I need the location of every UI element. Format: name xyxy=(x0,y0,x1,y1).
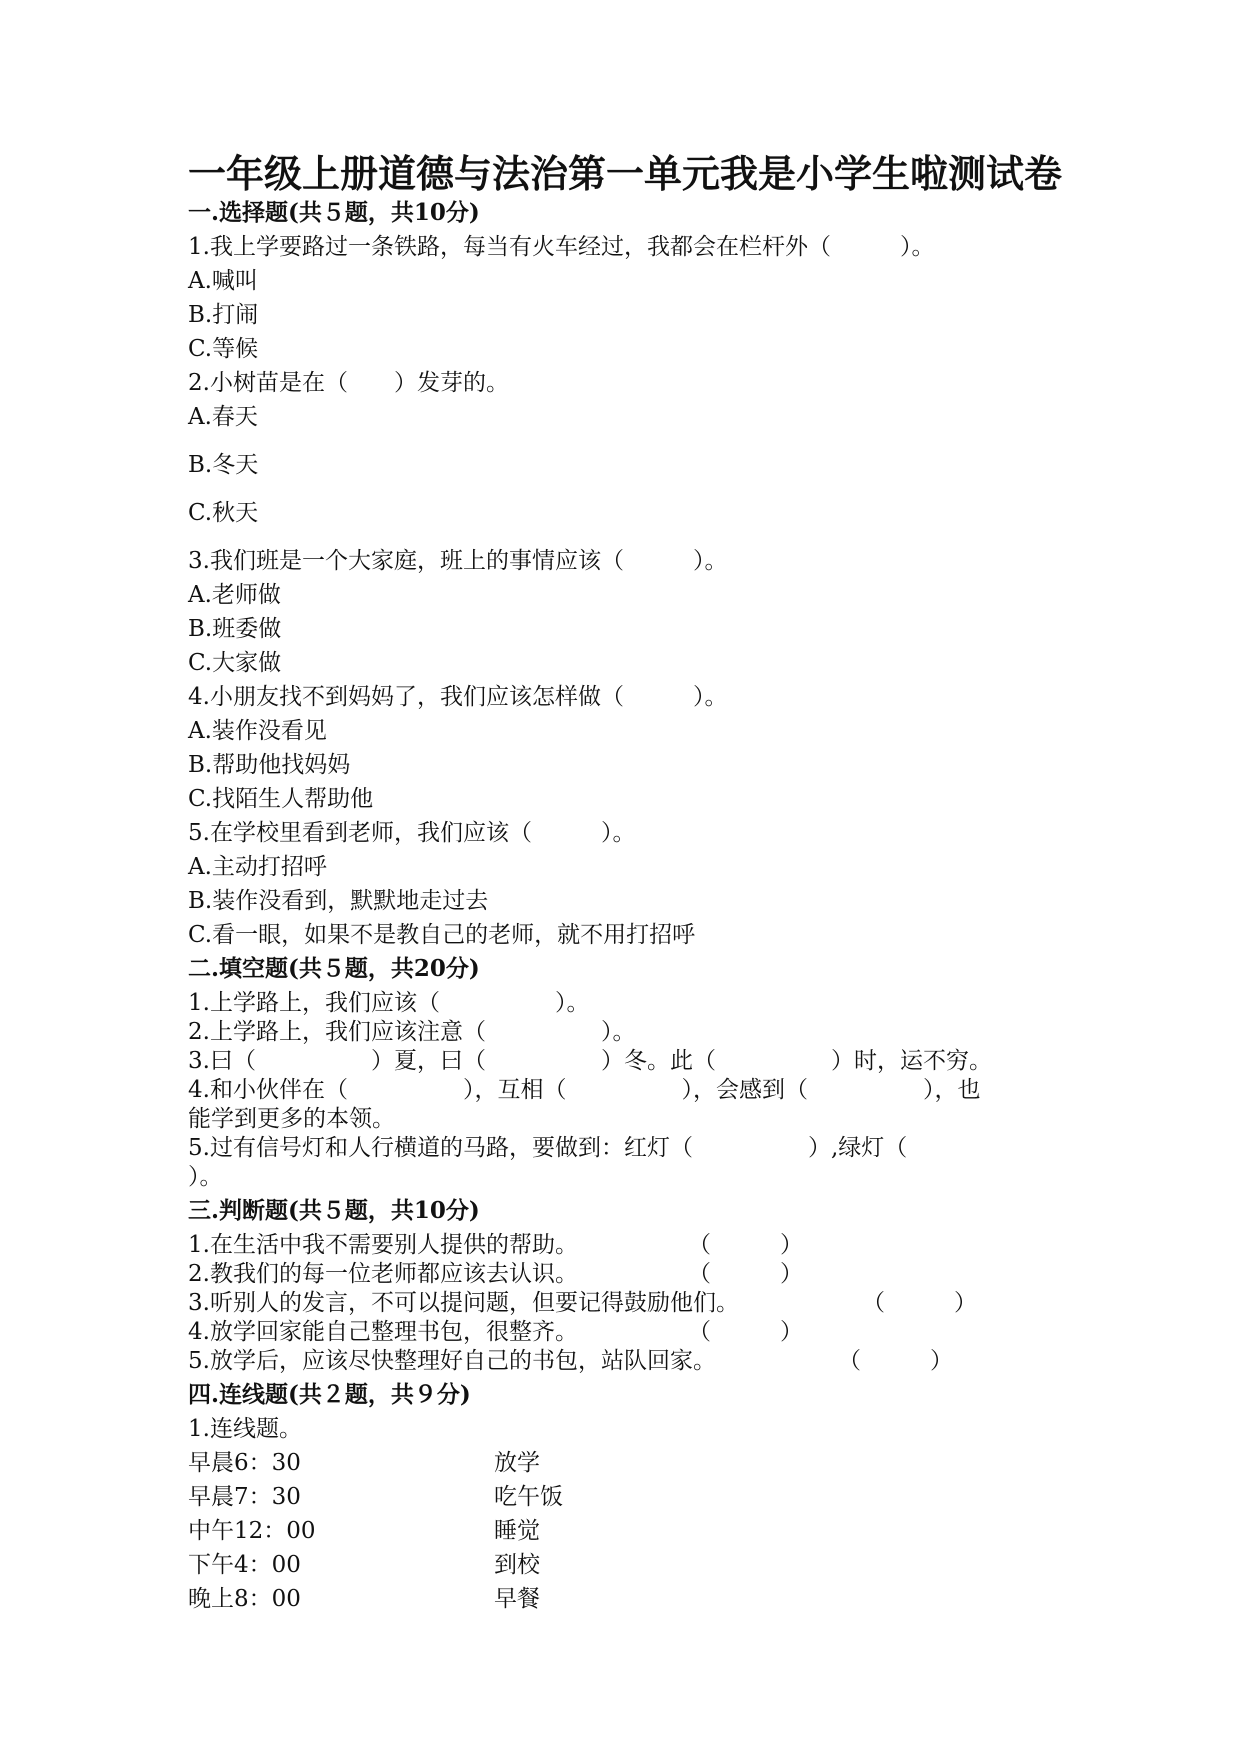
fill-question: 2.上学路上，我们应该注意（ ）。 xyxy=(188,1019,636,1045)
fill-question-continued: 能学到更多的本领。 xyxy=(188,1106,395,1132)
fill-question: 1.上学路上，我们应该（ ）。 xyxy=(188,990,590,1016)
match-right-item: 早餐 xyxy=(494,1586,540,1612)
match-right-item: 到校 xyxy=(494,1552,540,1578)
option-a: A.喊叫 xyxy=(188,268,258,294)
match-left-item: 下午4：00 xyxy=(188,1552,301,1578)
match-left-item: 晚上8：00 xyxy=(188,1586,301,1612)
option-b: B.装作没看到，默默地走过去 xyxy=(188,888,489,914)
page-title: 一年级上册道德与法治第一单元我是小学生啦测试卷 xyxy=(188,151,1063,196)
option-c: C.找陌生人帮助他 xyxy=(188,786,374,812)
question-stem: 3.我们班是一个大家庭，班上的事情应该（ ）。 xyxy=(188,548,728,574)
judge-blank: （ ） xyxy=(688,1232,803,1258)
section-heading-choice: 一.选择题(共５题，共10分) xyxy=(188,199,480,226)
option-c: C.看一眼，如果不是教自己的老师，就不用打招呼 xyxy=(188,922,696,948)
option-a: A.装作没看见 xyxy=(188,718,327,744)
match-question-stem: 1.连线题。 xyxy=(188,1416,302,1442)
option-c: C.等候 xyxy=(188,336,259,362)
judge-question: 3.听别人的发言，不可以提问题，但要记得鼓励他们。 xyxy=(188,1290,739,1316)
fill-question-continued: ）。 xyxy=(188,1164,223,1190)
question-stem: 4.小朋友找不到妈妈了，我们应该怎样做（ ）。 xyxy=(188,684,728,710)
judge-question: 2.教我们的每一位老师都应该去认识。 xyxy=(188,1261,578,1287)
section-heading-judge: 三.判断题(共５题，共10分) xyxy=(188,1197,480,1224)
option-a: A.老师做 xyxy=(188,582,281,608)
judge-blank: （ ） xyxy=(688,1261,803,1287)
option-c: C.秋天 xyxy=(188,500,259,526)
judge-blank: （ ） xyxy=(838,1348,953,1374)
option-c: C.大家做 xyxy=(188,650,282,676)
match-left-item: 早晨6：30 xyxy=(188,1450,301,1476)
judge-question: 1.在生活中我不需要别人提供的帮助。 xyxy=(188,1232,578,1258)
fill-question: 3.曰（ ）夏，曰（ ）冬。此（ ）时，运不穷。 xyxy=(188,1048,992,1074)
option-b: B.班委做 xyxy=(188,616,282,642)
option-a: A.主动打招呼 xyxy=(188,854,327,880)
question-stem: 5.在学校里看到老师，我们应该（ ）。 xyxy=(188,820,636,846)
judge-blank: （ ） xyxy=(862,1290,977,1316)
question-stem: 1.我上学要路过一条铁路，每当有火车经过，我都会在栏杆外（ ）。 xyxy=(188,234,935,260)
match-left-item: 早晨7：30 xyxy=(188,1484,301,1510)
fill-question: 4.和小伙伴在（ ），互相（ ），会感到（ ），也 xyxy=(188,1077,981,1103)
fill-question: 5.过有信号灯和人行横道的马路，要做到：红灯（ ）,绿灯（ xyxy=(188,1135,908,1161)
judge-blank: （ ） xyxy=(688,1319,803,1345)
match-right-item: 睡觉 xyxy=(494,1518,540,1544)
option-b: B.打闹 xyxy=(188,302,259,328)
question-stem: 2.小树苗是在（ ）发芽的。 xyxy=(188,370,509,396)
option-b: B.帮助他找妈妈 xyxy=(188,752,351,778)
match-left-item: 中午12：00 xyxy=(188,1518,316,1544)
match-right-item: 吃午饭 xyxy=(494,1484,563,1510)
judge-question: 4.放学回家能自己整理书包，很整齐。 xyxy=(188,1319,578,1345)
section-heading-fill: 二.填空题(共５题，共20分) xyxy=(188,955,480,982)
section-heading-match: 四.连线题(共２题，共９分) xyxy=(188,1381,471,1408)
option-a: A.春天 xyxy=(188,404,258,430)
judge-question: 5.放学后，应该尽快整理好自己的书包，站队回家。 xyxy=(188,1348,716,1374)
match-right-item: 放学 xyxy=(494,1450,540,1476)
option-b: B.冬天 xyxy=(188,452,259,478)
